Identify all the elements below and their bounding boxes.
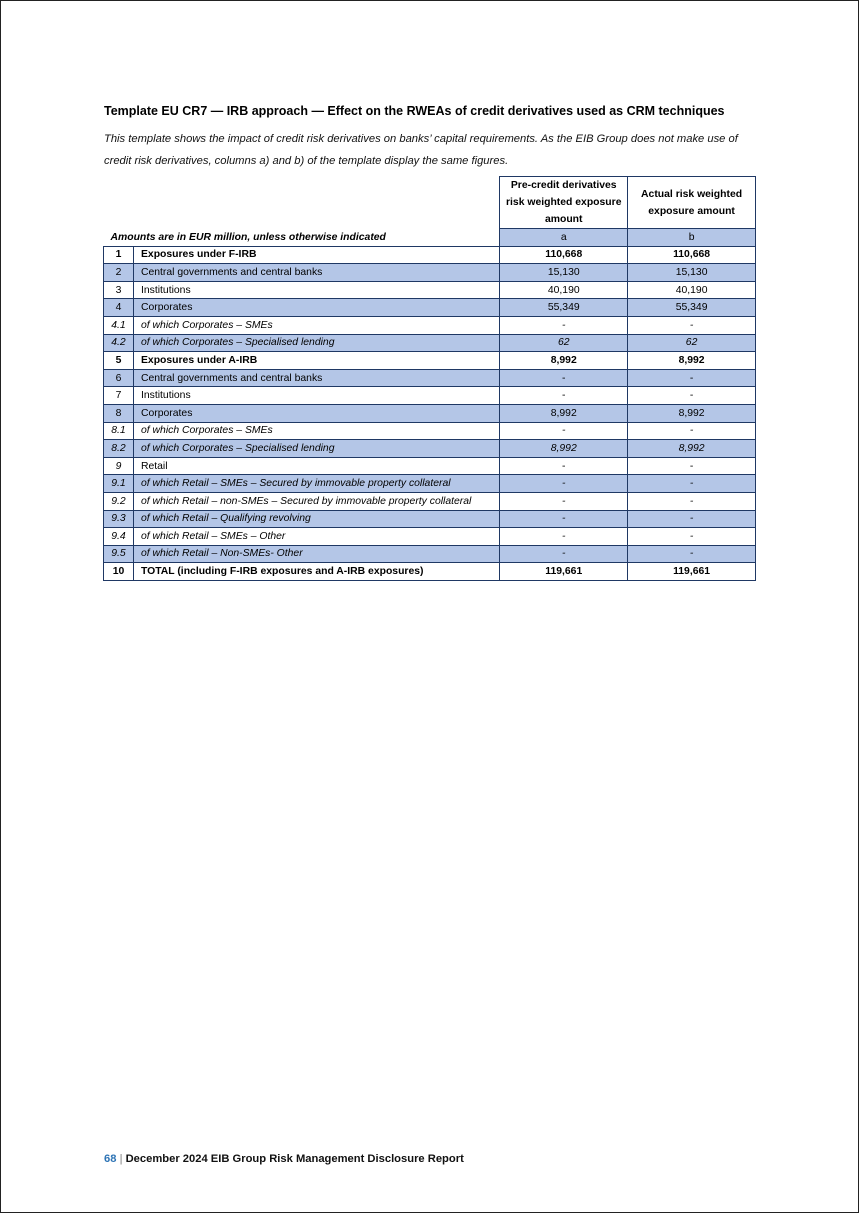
row-value-a: 8,992	[500, 352, 628, 370]
row-value-b: 62	[628, 334, 756, 352]
row-value-b: -	[628, 387, 756, 405]
table-row	[104, 422, 756, 440]
row-label: of which Retail – Non-SMEs- Other	[133, 545, 499, 563]
row-value-b: -	[628, 457, 756, 475]
table-body	[104, 246, 756, 580]
row-label: Exposures under A-IRB	[133, 352, 499, 370]
row-label: of which Corporates – SMEs	[133, 422, 499, 440]
row-value-a: -	[500, 422, 628, 440]
row-value-b: 40,190	[628, 281, 756, 299]
row-value-a: -	[500, 316, 628, 334]
table-header-row	[104, 177, 756, 229]
row-value-b: 8,992	[628, 352, 756, 370]
row-index: 2	[104, 264, 134, 282]
row-label: of which Retail – Qualifying revolving	[133, 510, 499, 528]
row-label: of which Corporates – SMEs	[133, 316, 499, 334]
row-value-b: -	[628, 422, 756, 440]
col-a-letter: a	[500, 229, 628, 247]
row-value-a: -	[500, 510, 628, 528]
row-value-b: -	[628, 316, 756, 334]
row-value-a: 55,349	[500, 299, 628, 317]
footer-separator: |	[119, 1153, 123, 1165]
row-value-b: 55,349	[628, 299, 756, 317]
table-row	[104, 510, 756, 528]
row-index: 9.2	[104, 492, 134, 510]
table-row	[104, 299, 756, 317]
row-label: Retail	[133, 457, 499, 475]
row-index: 5	[104, 352, 134, 370]
row-label: Corporates	[133, 404, 499, 422]
table-row	[104, 352, 756, 370]
row-label: Corporates	[133, 299, 499, 317]
row-value-a: 110,668	[500, 246, 628, 264]
row-index: 8.1	[104, 422, 134, 440]
table-row	[104, 404, 756, 422]
page-number: 68	[104, 1153, 117, 1165]
row-index: 7	[104, 387, 134, 405]
row-label: TOTAL (including F-IRB exposures and A-IRB exposures)	[133, 563, 499, 581]
row-index: 9.1	[104, 475, 134, 493]
table-row	[104, 440, 756, 458]
row-value-a: 8,992	[500, 440, 628, 458]
row-label: of which Retail – SMEs – Secured by immovable property collateral	[133, 475, 499, 493]
row-value-a: -	[500, 528, 628, 546]
col-b-header: Actual risk weighted exposure amount	[628, 177, 756, 229]
table-row	[104, 264, 756, 282]
row-value-b: -	[628, 369, 756, 387]
row-value-b: 15,130	[628, 264, 756, 282]
amounts-note: Amounts are in EUR million, unless otherwise indicated	[110, 231, 386, 243]
row-value-a: -	[500, 492, 628, 510]
row-label: Institutions	[133, 281, 499, 299]
row-index: 4.2	[104, 334, 134, 352]
row-label: Central governments and central banks	[133, 264, 499, 282]
row-index: 10	[104, 563, 134, 581]
row-value-b: 119,661	[628, 563, 756, 581]
report-title: December 2024 EIB Group Risk Management Disclosure Report	[125, 1153, 464, 1165]
row-index: 9.5	[104, 545, 134, 563]
table-row	[104, 457, 756, 475]
row-value-b: 8,992	[628, 440, 756, 458]
row-index: 1	[104, 246, 134, 264]
row-value-b: -	[628, 475, 756, 493]
page-footer	[104, 1153, 464, 1165]
table-row	[104, 563, 756, 581]
row-label: Central governments and central banks	[133, 369, 499, 387]
row-index: 8	[104, 404, 134, 422]
row-value-a: -	[500, 457, 628, 475]
table-row	[104, 475, 756, 493]
row-index: 6	[104, 369, 134, 387]
table-row	[104, 545, 756, 563]
row-value-a: -	[500, 387, 628, 405]
col-b-letter: b	[628, 229, 756, 247]
template-title: Template EU CR7 — IRB approach — Effect on the RWEAs of credit derivatives used as CRM techniques	[104, 104, 725, 118]
row-value-a: -	[500, 369, 628, 387]
row-value-b: -	[628, 492, 756, 510]
row-value-a: 62	[500, 334, 628, 352]
row-label: of which Retail – non-SMEs – Secured by immovable property collateral	[133, 492, 499, 510]
row-value-a: 119,661	[500, 563, 628, 581]
row-index: 8.2	[104, 440, 134, 458]
row-index: 9.4	[104, 528, 134, 546]
row-label: of which Retail – SMEs – Other	[133, 528, 499, 546]
table-row	[104, 387, 756, 405]
row-label: Exposures under F-IRB	[133, 246, 499, 264]
row-value-b: 110,668	[628, 246, 756, 264]
cr7-table	[103, 176, 756, 581]
row-value-a: 15,130	[500, 264, 628, 282]
col-a-header: Pre-credit derivatives risk weighted exposure amount	[500, 177, 628, 229]
table-row	[104, 246, 756, 264]
row-value-a: 40,190	[500, 281, 628, 299]
table-row	[104, 369, 756, 387]
intro-paragraph: This template shows the impact of credit risk derivatives on banks’ capital requirements. As the EIB Group does not make use of credit risk derivatives, columns a) and b) of the template display the same figures.	[104, 133, 738, 167]
row-value-b: 8,992	[628, 404, 756, 422]
table-row	[104, 528, 756, 546]
table-row	[104, 316, 756, 334]
table-letter-row	[104, 229, 756, 247]
row-index: 4.1	[104, 316, 134, 334]
row-label: of which Corporates – Specialised lending	[133, 334, 499, 352]
row-index: 4	[104, 299, 134, 317]
row-value-b: -	[628, 528, 756, 546]
row-value-a: 8,992	[500, 404, 628, 422]
row-label: of which Corporates – Specialised lending	[133, 440, 499, 458]
row-value-a: -	[500, 475, 628, 493]
table-row	[104, 492, 756, 510]
row-label: Institutions	[133, 387, 499, 405]
table-row	[104, 281, 756, 299]
table-row	[104, 334, 756, 352]
row-value-b: -	[628, 510, 756, 528]
row-value-b: -	[628, 545, 756, 563]
row-index: 9	[104, 457, 134, 475]
row-value-a: -	[500, 545, 628, 563]
row-index: 3	[104, 281, 134, 299]
row-index: 9.3	[104, 510, 134, 528]
